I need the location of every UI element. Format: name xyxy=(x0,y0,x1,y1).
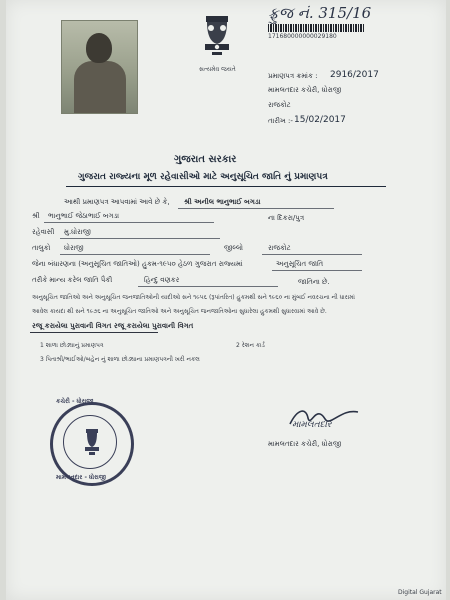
residence-value: મુ.ધોરાજી xyxy=(64,228,91,236)
para-line-2: આવેલ કાયદા થી સને ૧૯૭૬ ના અનુસૂચિત જાતિઓ અને અનુસૂચિત જનજાતિઓના સુધારેલા હુકમથી સુધારવામાં આવે છે. xyxy=(32,308,327,315)
intro-text: આથી પ્રમાણપત્ર આપવામાં આવે છે કે, xyxy=(64,198,170,206)
certificate-page xyxy=(6,0,446,600)
emblem-caption: સત્યમેવ જયતે xyxy=(199,66,236,73)
district-value: રાજકોટ xyxy=(268,244,291,252)
signature-office: મામલતદાર કચેરી, ધોરાજી xyxy=(268,440,342,448)
taluka-label: તાલુકો xyxy=(32,244,51,252)
certificate-number-label: પ્રમાણપત્ર ક્રમાંક : xyxy=(268,72,318,80)
caste-value: અનુસૂચિત જાતિ xyxy=(276,260,324,268)
proof-item-2: 2 રેશન કાર્ડ xyxy=(236,342,265,349)
barcode xyxy=(268,24,364,32)
community-value: હિન્દુ વણકર xyxy=(144,276,180,284)
district-line: રાજકોટ xyxy=(268,101,291,109)
taluka-value: ધોરાજી xyxy=(64,244,84,252)
community-label: તરીકે માન્ય કરેલ જાતિ પૈકી xyxy=(32,276,113,284)
district-label: જીલ્લો xyxy=(224,244,243,252)
office-line: મામલતદાર કચેરી, ધોરાજી xyxy=(268,86,342,94)
applicant-photo xyxy=(61,20,138,114)
son-of-label: શ્રી xyxy=(32,212,40,220)
signature-title: મામલતદાર xyxy=(292,420,332,430)
residence-label: રહેવાસી xyxy=(32,228,55,236)
barcode-id: 171680000000029180 xyxy=(268,33,337,40)
footer-text: Digital Gujarat xyxy=(398,589,442,596)
certificate-number-value: 2916/2017 xyxy=(330,70,379,80)
proof-item-3: 3 પિતાશ્રી/ભાઈઓ/બહેન નું શાળા છોડ્યાના પ્રમાણપત્રની ખરી નકલ xyxy=(40,356,200,363)
file-number-handwritten: ફ્રુજ નં. 315/16 xyxy=(268,4,372,22)
community-suffix: જાતિના છે. xyxy=(298,278,330,286)
applicant-name: શ્રી અનીલ ભાનુભાઈ બગડા xyxy=(184,198,261,206)
proof-heading: રજૂ કરાયેલા પુરાવાની વિગત રજૂ કરાયેલા પુરાવાની વિગત xyxy=(32,322,194,330)
proof-item-1: 1 શાળા છોડ્યાનું પ્રમાણપત્ર xyxy=(40,342,104,349)
para-line-1: અનુસૂચિત જાતિઓ અને અનુસૂચિત જનજાતિઓની યાદીઓ સને ૧૯૫૬ (રૂપાંતરિત) હુકમથી સને ૧૯૬૦ ના મુંબઈ નવરચના ની ધારામાં xyxy=(32,294,355,301)
seal-bottom-text: મામલતદાર - ધોરાજી xyxy=(56,474,106,481)
caste-line: જેના બંધારણના (અનુસૂચિત જાતિઓ) હુકમ-૧૯૫૦ હેઠળ ગુજરાત રાજ્યમાં xyxy=(32,260,243,268)
seal-emblem-icon xyxy=(81,427,103,457)
seal-top-text: કચેરી - ધોરાજી xyxy=(56,398,94,405)
date-value: 15/02/2017 xyxy=(294,115,346,125)
date-label: તારીખ :- xyxy=(268,117,293,125)
father-name: ભાનુભાઈ જેઠાભાઈ બગડા xyxy=(48,212,120,220)
certificate-title: ગુજરાત રાજ્યના મૂળ રહેવાસીઓ માટે અનુસૂચિત જાતિ નું પ્રમાણપત્ર xyxy=(78,172,328,182)
govt-heading: ગુજરાત સરકાર xyxy=(174,154,237,165)
state-emblem-icon xyxy=(198,14,236,66)
relation-suffix: ના દિકરા/પુત્ર xyxy=(268,214,305,222)
